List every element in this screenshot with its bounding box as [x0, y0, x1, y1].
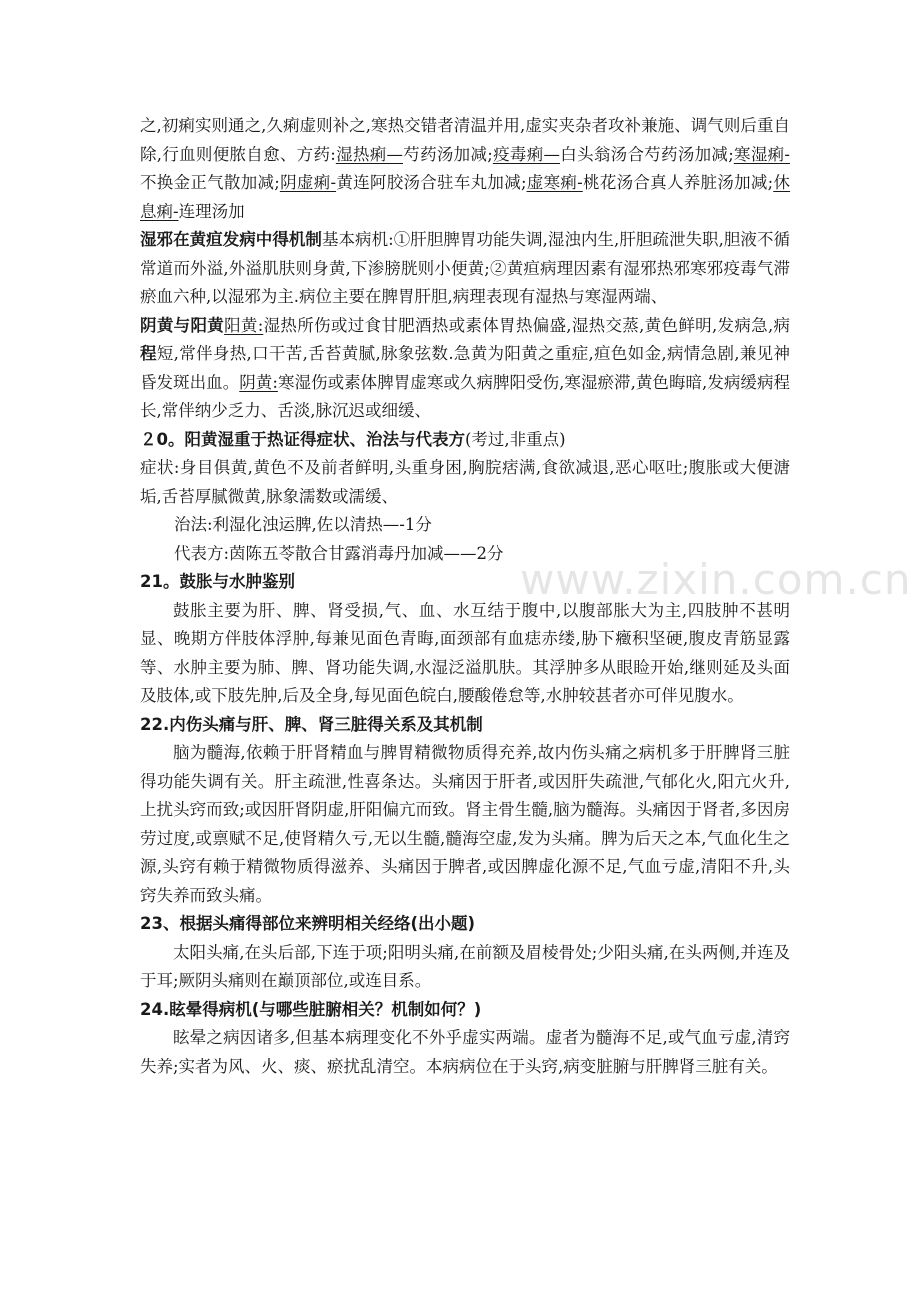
section-heading: 湿邪在黄疸发病中得机制: [140, 230, 322, 249]
dysentery-treatment-paragraph: 之,初痢实则通之,久痢虚则补之,寒热交错者清温并用,虚实夹杂者攻补兼施、调气则后重自除,行血则便脓自愈、方药:湿热痢—芍药汤加减;疫毒痢—白头翁汤合芍药汤加减;寒湿痢-不换金正气散加减;阴虚痢-黄连阿胶汤合驻车丸加减;虚寒痢-桃花汤合真人养脏汤加减;休息痢-连理汤加: [140, 116, 791, 221]
section-20-heading: ２0。阳黄湿重于热证得症状、治法与代表方(考过,非重点): [140, 429, 566, 449]
section-24-heading: 24.眩晕得病机(与哪些脏腑相关？机制如何？): [140, 999, 482, 1019]
section-21-body: 鼓胀主要为肝、脾、肾受损,气、血、水互结于腹中,以腹部胀大为主,四肢肿不甚明显、晚期方伴肢体浮肿,每兼见面色青晦,面颈部有血痣赤缕,胁下癥积坚硬,腹皮青筋显露等、水肿主要为肺、脾、肾功能失调,水湿泛溢肌肤。其浮肿多从眼睑开始,继则延及头面及肢体,或下肢先肿,后及全身,每见面色皖白,腰酸倦怠等,水肿较甚者亦可伴见腹水。: [140, 600, 790, 705]
yin-yang-jaundice-paragraph: 阴黄与阳黄阳黄:湿热所伤或过食甘肥酒热或素体胃热偏盛,湿热交蒸,黄色鲜明,发病急,病程短,常伴身热,口干苦,舌苔黄腻,脉象弦数.急黄为阳黄之重症,疸色如金,病情急剧,兼见神昏发斑出血。阴黄:寒湿伤或素体脾胃虚寒或久病脾阳受伤,寒湿瘀滞,黄色晦暗,发病缓病程长,常伴纳少乏力、舌淡,脉沉迟或细缓、: [140, 315, 791, 420]
watermark: www.zixin.com.cn: [520, 555, 912, 604]
section-24-body: 眩晕之病因诸多,但基本病理变化不外乎虚实两端。虚者为髓海不足,或气血亏虚,清窍失养;实者为风、火、痰、瘀扰乱清空。本病病位在于头窍,病变脏腑与肝脾肾三脏有关。: [140, 1028, 790, 1076]
section-heading: 阴黄与阳黄: [140, 315, 225, 335]
document-page: [140, 112, 790, 1081]
section-20-symptoms: 症状:身目俱黄,黄色不及前者鲜明,头重身困,胸脘痞满,食欲减退,恶心呕吐;腹胀或大便溏垢,舌苔厚腻微黄,脉象濡数或濡缓、: [140, 458, 790, 506]
section-22-body: 脑为髓海,依赖于肝肾精血与脾胃精微物质得充养,故内伤头痛之病机多于肝脾肾三脏得功能失调有关。肝主疏泄,性喜条达。头痛因于肝者,或因肝失疏泄,气郁化火,阳亢火升,上扰头窍而致;或因肝肾阴虚,肝阳偏亢而致。肾主骨生髓,脑为髓海。头痛因于肾者,多因房劳过度,或禀赋不足,使肾精久亏,无以生髓,髓海空虚,发为头痛。脾为后天之本,气血化生之源,头窍有赖于精微物质得滋养、头痛因于脾者,或因脾虚化源不足,气血亏虚,清阳不升,头窍失养而致头痛。: [140, 743, 790, 905]
section-23-body: 太阳头痛,在头后部,下连于项;阳明头痛,在前额及眉棱骨处;少阳头痛,在头两侧,并连及于耳;厥阴头痛则在巅顶部位,或连目系。: [140, 942, 790, 990]
section-21-heading: 21。鼓胀与水肿鉴别: [140, 572, 295, 591]
section-20-formula: 代表方:茵陈五苓散合甘露消毒丹加减——2分: [174, 543, 504, 563]
section-20-treatment: 治法:利湿化浊运脾,佐以清热—-1分: [174, 515, 432, 534]
dampness-jaundice-paragraph: 湿邪在黄疸发病中得机制基本病机:①肝胆脾胃功能失调,湿浊内生,肝胆疏泄失职,胆液不循常道而外溢,外溢肌肤则身黄,下渗膀胱则小便黄;②黄疸病理因素有湿邪热邪寒邪疫毒气滞瘀血六种,以湿邪为主.病位主要在脾胃肝胆,病理表现有湿热与寒湿两端、: [140, 230, 791, 306]
section-23-heading: 23、根据头痛得部位来辨明相关经络(出小题): [140, 914, 476, 933]
section-22-heading: 22.内伤头痛与肝、脾、肾三脏得关系及其机制: [140, 714, 483, 734]
